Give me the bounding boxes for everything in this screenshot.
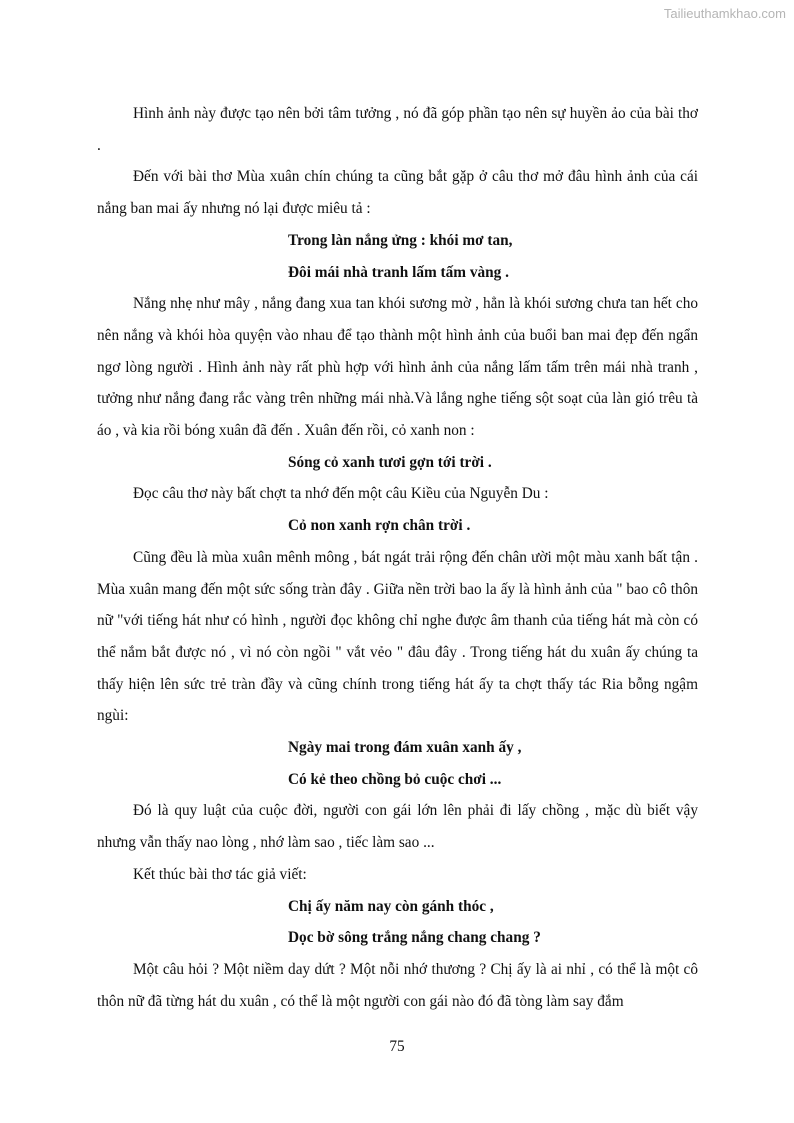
- verse-line: Ngày mai trong đám xuân xanh ấy ,: [288, 739, 522, 757]
- paragraph: Một câu hỏi ? Một niềm day dứt ? Một nỗi nhớ thương ? Chị ấy là ai nhỉ , có thể là một cô thôn nữ đã từng hát du xuân , có thể là một người con gái nào đó đã tòng làm say đắm: [97, 960, 698, 1010]
- verse-line: Đôi mái nhà tranh lấm tấm vàng .: [288, 263, 509, 281]
- verse-line: Trong làn nắng ửng : khói mơ tan,: [288, 231, 513, 249]
- watermark: Tailieuthamkhao.com: [663, 6, 786, 21]
- paragraph: Đó là quy luật của cuộc đời, người con gái lớn lên phải đi lấy chồng , mặc dù biết vậy nhưng vẫn thấy nao lòng , nhớ làm sao , tiếc làm sao ...: [97, 802, 698, 852]
- paragraph: Kết thúc bài thơ tác giả viết:: [133, 865, 307, 883]
- verse-line: Có kẻ theo chồng bỏ cuộc chơi ...: [288, 770, 502, 788]
- paragraph: Đọc câu thơ này bất chợt ta nhớ đến một câu Kiều của Nguyễn Du :: [133, 485, 549, 503]
- paragraph: Hình ảnh này được tạo nên bởi tâm tưởng , nó đã góp phần tạo nên sự huyền ảo của bài thơ .: [97, 105, 698, 154]
- paragraph: Cũng đều là mùa xuân mênh mông , bát ngát trải rộng đến chân ười một màu xanh bất tận . Mùa xuân mang đến một sức sống tràn đây . Giữa nền trời bao la ấy là hình ảnh của " bao cô thôn nữ "với tiếng hát như có hình , người đọc không chỉ nghe được âm thanh của tiếng hát mà còn có thể nắm bắt được nó , vì nó còn ngồi " vắt vẻo " đâu đây . Trong tiếng hát du xuân ấy chúng ta thấy hiện lên sức trẻ tràn đầy và cũng chính trong tiếng hát ấy ta chợt thấy tác Ria bỗng ngậm ngùi:: [97, 548, 698, 725]
- verse-line: Cỏ non xanh rợn chân trời .: [288, 517, 471, 535]
- page-content: [97, 98, 698, 1017]
- paragraph: Nắng nhẹ như mây , nắng đang xua tan khói sương mờ , hẳn là khói sương chưa tan hết cho nên nắng và khói hòa quyện vào nhau để tạo thành một hình ảnh của buổi ban mai đẹp đến ngẩn ngơ lòng người . Hình ảnh này rất phù hợp với hình ảnh của nắng lấm tấm trên mái nhà tranh , tưởng như nắng đang rắc vàng trên những mái nhà.Và lắng nghe tiếng sột soạt của làn gió trêu tà áo , và kia rồi bóng xuân đã đến . Xuân đến rồi, cỏ xanh non :: [97, 295, 698, 440]
- verse-line: Chị ấy năm nay còn gánh thóc ,: [288, 897, 494, 915]
- verse-line: Dọc bờ sông trắng nắng chang chang ?: [288, 929, 541, 947]
- page-number: 75: [389, 1038, 405, 1055]
- verse-line: Sóng cỏ xanh tươi gợn tới trời .: [288, 453, 492, 471]
- paragraph: Đến với bài thơ Mùa xuân chín chúng ta cũng bắt gặp ở câu thơ mở đâu hình ảnh của cái nắng ban mai ấy nhưng nó lại được miêu tả :: [97, 168, 698, 218]
